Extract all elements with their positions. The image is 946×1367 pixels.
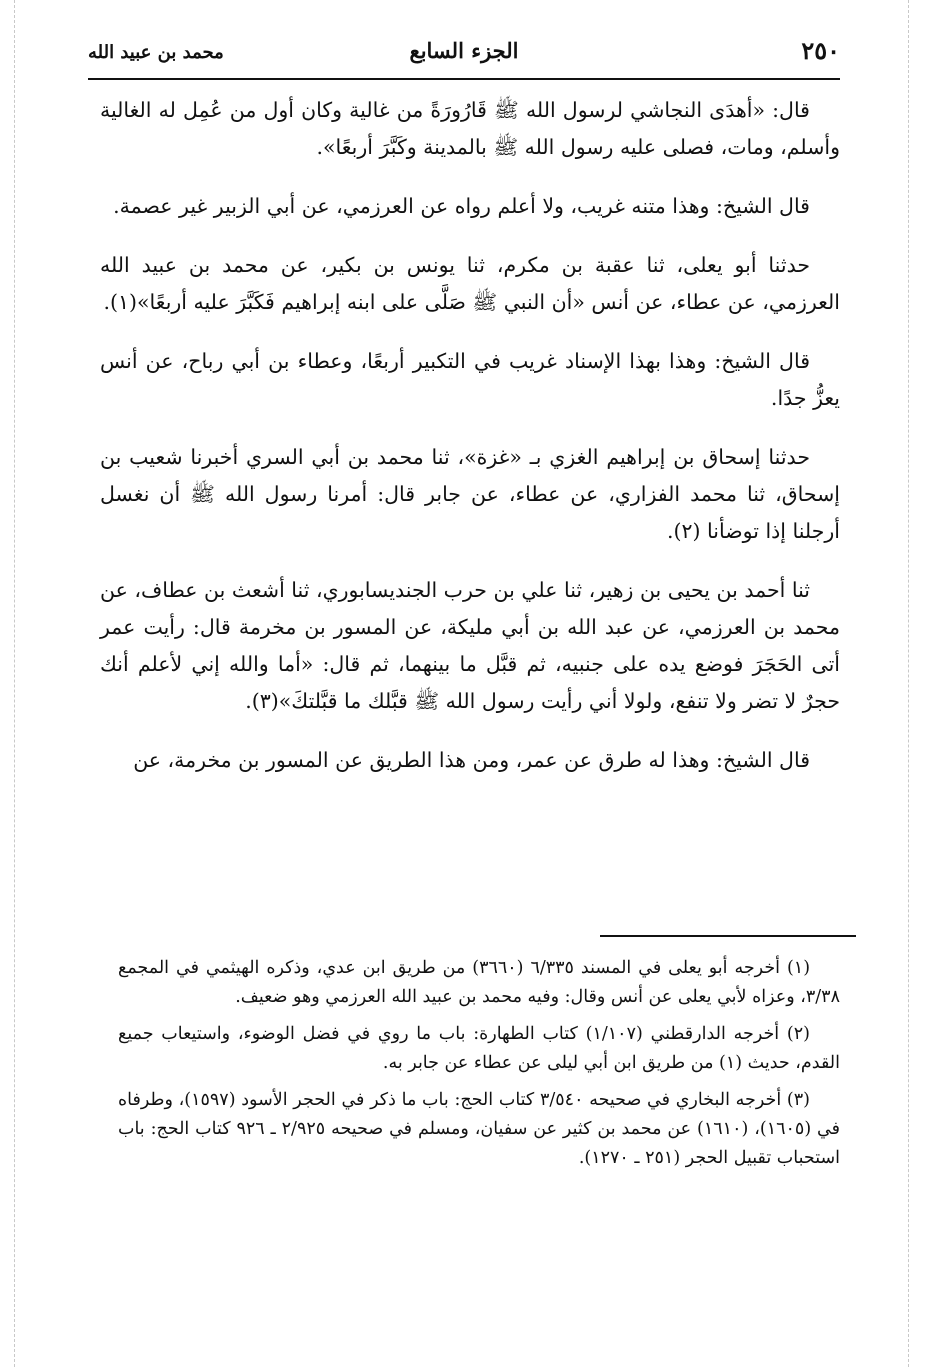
footnote: (٣) أخرجه البخاري في صحيحه ٣/٥٤٠ كتاب الحج: باب ما ذكر في الحجر الأسود (١٥٩٧)، وطرفاه في (١٦٠٥)، (١٦١٠) عن محمد بن كثير عن سفيان، ومسلم في صحيحه ٢/٩٢٥ ـ ٩٢٦ كتاب الحج: باب استحباب تقبيل الحجر (٢٥١ ـ ١٢٧٠). xyxy=(118,1090,840,1168)
paragraph: قال الشيخ: وهذا له طرق عن عمر، ومن هذا الطريق عن المسور بن مخرمة، عن xyxy=(133,748,810,772)
paragraph: قال الشيخ: وهذا بهذا الإسناد غريب في التكبير أربعًا، وعطاء بن أبي رباح، عن أنس يعزُّ جدًا. xyxy=(100,349,840,410)
page-header xyxy=(88,34,840,78)
main-text xyxy=(100,92,840,801)
running-head: محمد بن عبيد الله xyxy=(88,42,224,63)
footnote: (١) أخرجه أبو يعلى في المسند ٦/٣٣٥ (٣٦٦٠) من طريق ابن عدي، وذكره الهيثمي في المجمع ٣/٣٨، وعزاه لأبي يعلى عن أنس وقال: وفيه محمد بن عبيد الله العرزمي وهو ضعيف. xyxy=(118,958,840,1007)
paragraph: حدثنا أبو يعلى، ثنا عقبة بن مكرم، ثنا يونس بن بكير، عن محمد بن عبيد الله العرزمي، عن عطاء، عن أنس «أن النبي ﷺ صَلَّى على ابنه إبراهيم فَكَبَّرَ عليه أربعًا»(١). xyxy=(100,253,840,314)
scan-guide-line xyxy=(908,0,909,1367)
footnotes xyxy=(118,954,840,1181)
part-title: الجزء السابع xyxy=(409,38,519,63)
paragraph: حدثنا إسحاق بن إبراهيم الغزي بـ «غزة»، ثنا محمد بن أبي السري أخبرنا شعيب بن إسحاق، ثنا محمد الفزاري، عن عطاء، عن جابر قال: أمرنا رسول الله ﷺ أن نغسل أرجلنا إذا توضأنا (٢). xyxy=(100,445,840,543)
paragraph: ثنا أحمد بن يحيى بن زهير، ثنا علي بن حرب الجنديسابوري، ثنا أشعث بن عطاف، عن محمد بن العرزمي، عن عبد الله بن أبي مليكة، عن المسور بن مخرمة قال: رأيت عمر أتى الحَجَرَ فوضع يده على جنبيه، ثم قبَّل ما بينهما، ثم قال: «أما والله إني لأعلم أنك حجرٌ لا تضر ولا تنفع، ولولا أني رأيت رسول الله ﷺ قبَّلك ما قبَّلتكَ»(٣). xyxy=(100,578,840,713)
footnote-separator xyxy=(600,935,856,937)
paragraph: قال: «أهدَى النجاشي لرسول الله ﷺ قَارُورَةً من غالية وكان أول من عُمِل له الغالية وأسلم، ومات، فصلى عليه رسول الله ﷺ بالمدينة وكَبَّرَ أربعًا». xyxy=(100,98,840,159)
paragraph: قال الشيخ: وهذا متنه غريب، ولا أعلم رواه عن العرزمي، عن أبي الزبير غير عصمة. xyxy=(113,194,810,218)
scan-guide-line xyxy=(14,0,15,1367)
footnote: (٢) أخرجه الدارقطني (١/١٠٧) كتاب الطهارة: باب ما روي في فضل الوضوء، واستيعاب جميع القدم، حديث (١) من طريق ابن أبي ليلى عن عطاء عن جابر به. xyxy=(118,1024,840,1073)
page-number: ٢٥٠ xyxy=(801,36,840,65)
header-rule xyxy=(88,78,840,80)
